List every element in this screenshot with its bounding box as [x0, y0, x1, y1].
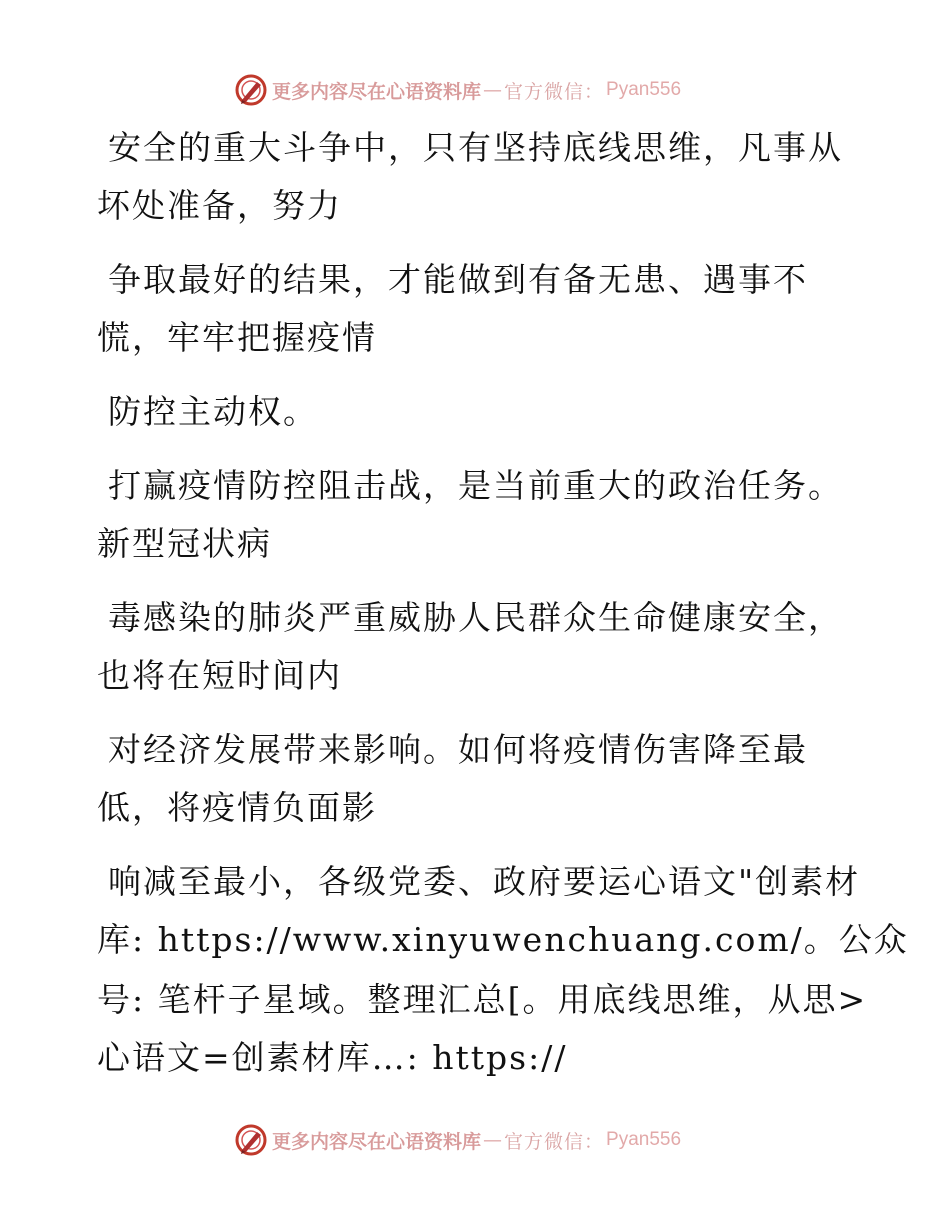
body-line: 争取最好的结果，才能做到有备无患、遇事不: [108, 260, 808, 299]
body-line: 安全的重大斗争中，只有坚持底线思维，凡事从: [108, 128, 843, 167]
body-line: 新型冠状病: [97, 524, 272, 563]
body-line: 库: https://www.xinyuwenchuang.com/。公众: [97, 920, 909, 959]
body-line: 对经济发展带来影响。如何将疫情伤害降至最: [108, 730, 808, 769]
banner-wechat-id: Pyan556: [606, 1129, 682, 1150]
pen-logo-icon: [234, 1123, 268, 1157]
body-line: 号: 笔杆子星域。整理汇总[。用底线思维，从思>: [97, 980, 868, 1019]
body-line: 打赢疫情防控阻击战，是当前重大的政治任务。: [108, 466, 843, 505]
body-line: 响减至最小，各级党委、政府要运心语文"创素材: [108, 862, 861, 901]
body-line: 毒感染的肺炎严重威胁人民群众生命健康安全，: [108, 598, 843, 637]
body-line: 防控主动权。: [108, 392, 318, 431]
body-line: 慌，牢牢把握疫情: [97, 318, 377, 357]
banner-site-text: 更多内容尽在心语资料库: [272, 1130, 482, 1153]
banner-wechat-label: 官方微信：: [504, 1130, 605, 1153]
footer-banner: [234, 1122, 681, 1158]
pen-logo-icon: [234, 73, 268, 107]
banner-wechat-id: Pyan556: [606, 79, 682, 100]
body-line: 坏处准备，努力: [97, 186, 342, 225]
body-line: 低，将疫情负面影: [97, 788, 377, 827]
banner-dash: —: [483, 1129, 503, 1151]
body-line: 心语文=创素材库…: https://: [97, 1038, 568, 1077]
body-line: 也将在短时间内: [97, 656, 342, 695]
banner-wechat-label: 官方微信：: [504, 80, 605, 103]
banner-site-text: 更多内容尽在心语资料库: [272, 80, 482, 103]
header-banner: [234, 72, 681, 108]
banner-dash: —: [483, 79, 503, 101]
